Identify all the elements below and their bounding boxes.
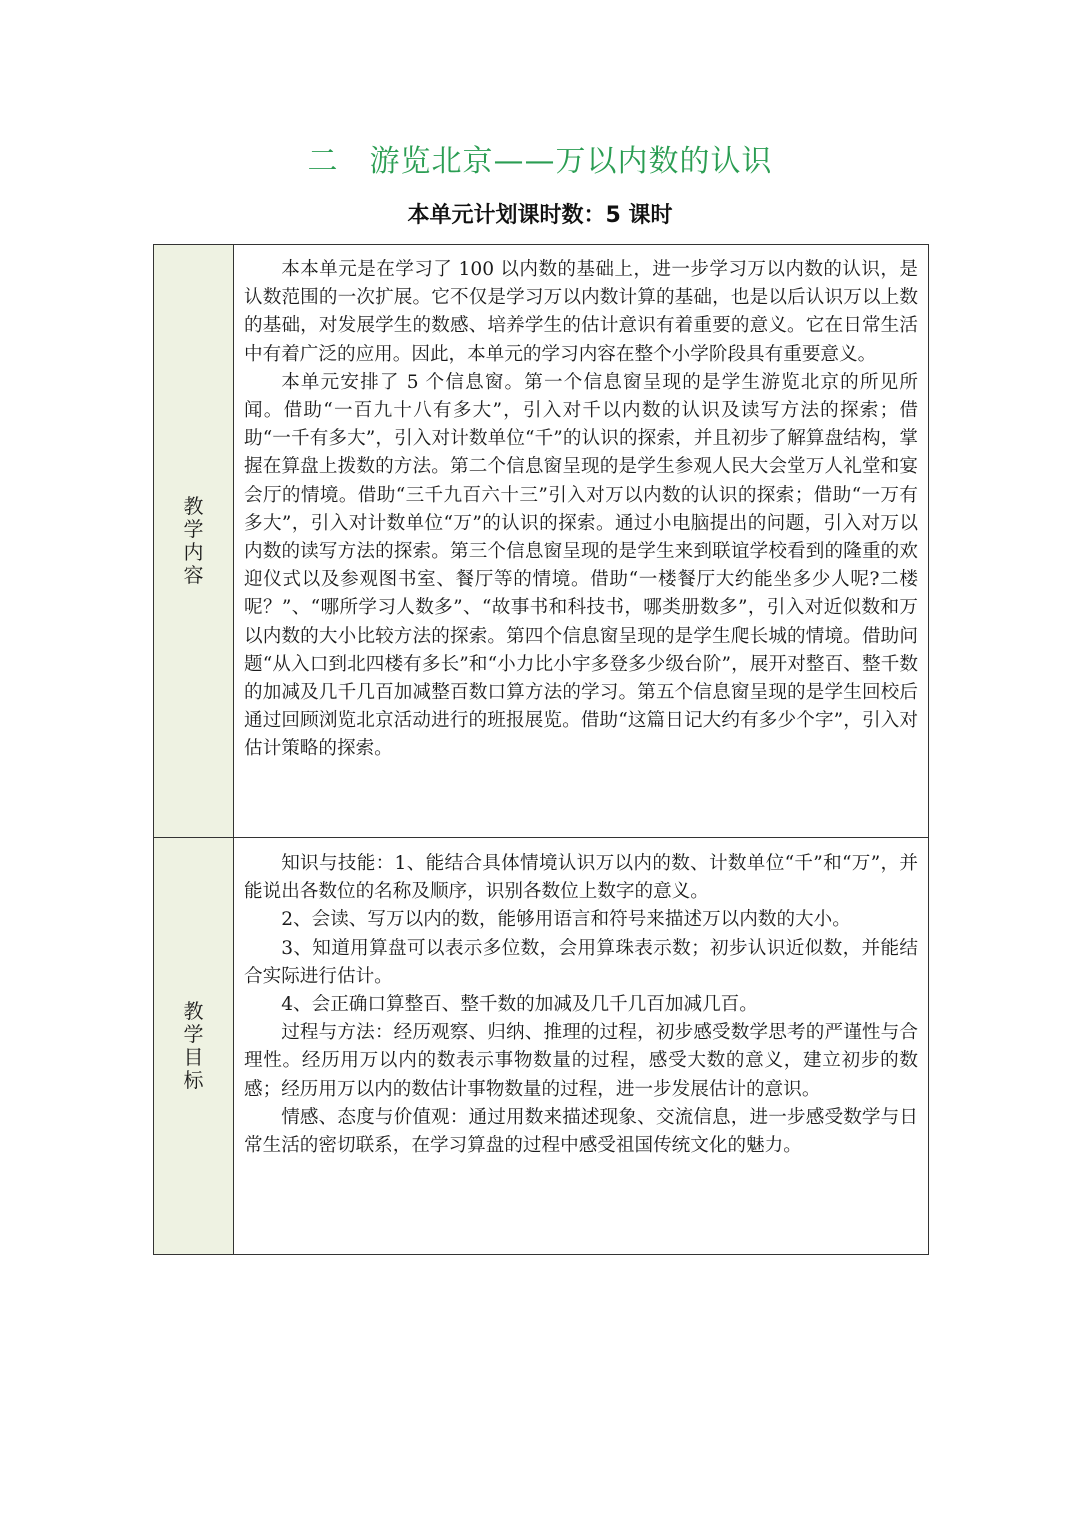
row-content-cell	[234, 245, 929, 838]
content-paragraph: 4、会正确口算整百、整千数的加减及几千几百加减几百。	[281, 994, 758, 1016]
content-paragraph: 本单元安排了 5 个信息窗。第一个信息窗呈现的是学生游览北京的所见所闻。借助“一百九十八有多大”，引入对千以内数的认识及读写方法的探索；借助“一千有多大”，引入对计数单位“千”的认识的探索，并且初步了解算盘结构，掌握在算盘上拨数的方法。第二个信息窗呈现的是学生参观人民大会堂万人礼堂和宴会厅的情境。借助“三千九百六十三”引入对万以内数的认识的探索；借助“一万有多大”，引入对计数单位“万”的认识的探索。通过小电脑提出的问题，引入对万以内数的读写方法的探索。第三个信息窗呈现的是学生来到联谊学校看到的隆重的欢迎仪式以及参观图书室、餐厅等的情境。借助“一楼餐厅大约能坐多少人呢?二楼呢？”、“哪所学习人数多”、“故事书和科技书，哪类册数多”，引入对近似数和万以内数的大小比较方法的探索。第四个信息窗呈现的是学生爬长城的情境。借助问题“从入口到北四楼有多长”和“小力比小宇多登多少级台阶”，展开对整百、整千数的加减及几千几百加减整百数口算方法的学习。第五个信息窗呈现的是学生回校后通过回顾浏览北京活动进行的班报展览。借助“这篇日记大约有多少个字”，引入对估计策略的探索。	[244, 371, 918, 760]
unit-plan-table	[153, 244, 929, 1255]
content-paragraph: 情感、态度与价值观：通过用数来描述现象、交流信息，进一步感受数学与日常生活的密切联系，在学习算盘的过程中感受祖国传统文化的魅力。	[244, 1106, 918, 1157]
row-label: 教学目标	[183, 999, 204, 1092]
lesson-hours-subtitle: 本单元计划课时数：5 课时	[407, 203, 673, 228]
row-content-cell	[234, 838, 929, 1255]
content-paragraph: 过程与方法：经历观察、归纳、推理的过程，初步感受数学思考的严谨性与合理性。经历用万以内的数表示事物数量的过程，感受大数的意义，建立初步的数感；经历用万以内的数估计事物数量的过程，进一步发展估计的意识。	[244, 1022, 918, 1100]
table-row-teaching-content	[154, 245, 929, 838]
page-title: 二 游览北京——万以内数的认识	[307, 144, 773, 179]
content-paragraph: 知识与技能：1、能结合具体情境认识万以内的数、计数单位“千”和“万”，并能说出各数位的名称及顺序，识别各数位上数字的意义。	[244, 853, 918, 903]
row-label: 教学内容	[183, 494, 204, 587]
content-paragraph: 3、知道用算盘可以表示多位数，会用算珠表示数；初步认识近似数，并能结合实际进行估计。	[244, 937, 918, 987]
table-row-teaching-goals	[154, 838, 929, 1255]
row-label-cell	[154, 838, 234, 1255]
content-paragraph: 本本单元是在学习了 100 以内数的基础上，进一步学习万以内数的认识，是认数范围的一次扩展。它不仅是学习万以内数计算的基础，也是以后认识万以上数的基础，对发展学生的数感、培养学生的估计意识有着重要的意义。它在日常生活中有着广泛的应用。因此，本单元的学习内容在整个小学阶段具有重要意义。	[244, 259, 918, 365]
content-paragraph: 2、会读、写万以内的数，能够用语言和符号来描述万以内数的大小。	[281, 909, 851, 931]
row-label-cell	[154, 245, 234, 838]
